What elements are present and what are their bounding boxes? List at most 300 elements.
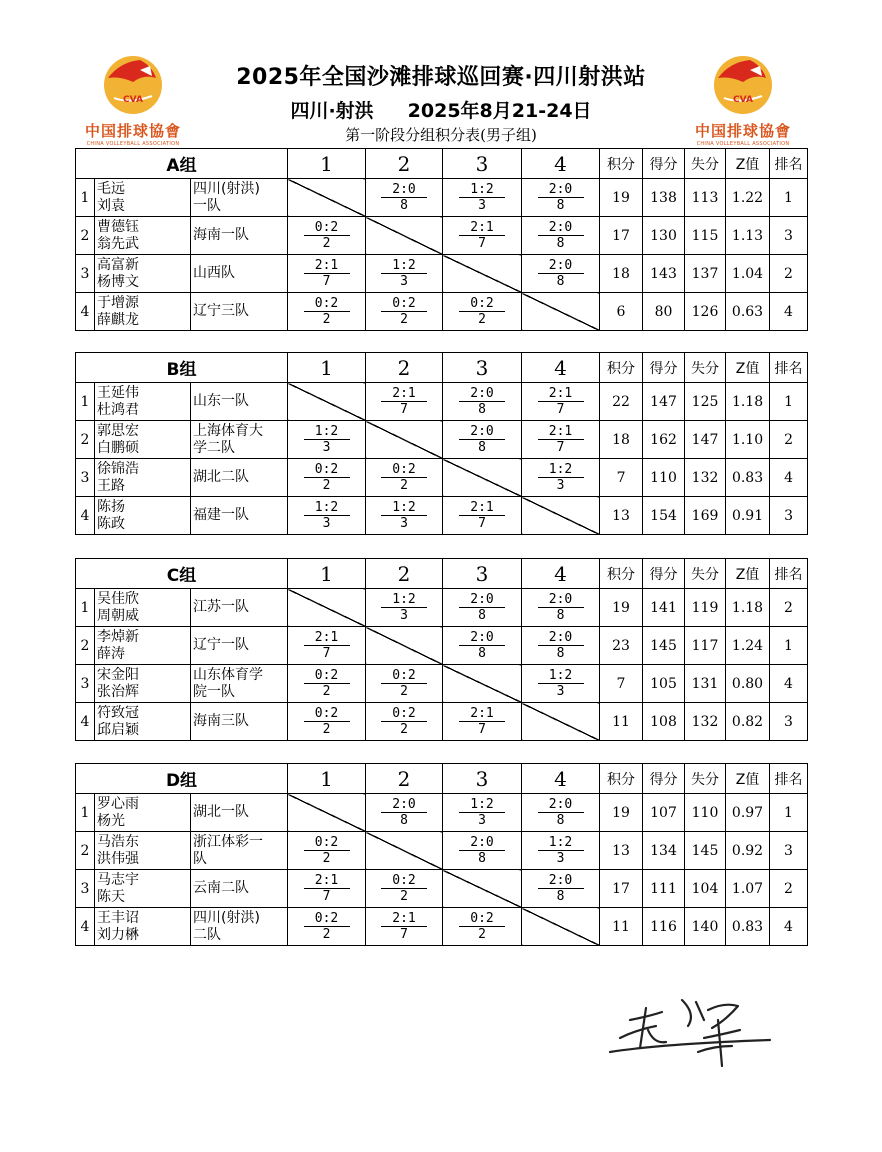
match-points: 8 [556, 889, 565, 904]
lost-value: 140 [685, 908, 726, 946]
table-row [76, 383, 808, 421]
rank-value: 3 [770, 217, 808, 255]
team-name [191, 179, 288, 217]
column-header-rank: 排名 [770, 764, 808, 794]
match-result [288, 835, 365, 866]
self-match-cell [288, 179, 366, 217]
match-points: 8 [478, 608, 486, 623]
team-name [191, 217, 288, 255]
set-score: 1:2 [459, 182, 505, 198]
match-result [288, 706, 365, 737]
set-score: 0:2 [304, 462, 350, 478]
table-row [76, 794, 808, 832]
player-names [95, 217, 191, 255]
match-result [522, 386, 599, 417]
player-1: 徐锦浩 [97, 460, 139, 477]
z-value: 1.24 [726, 627, 770, 665]
match-points: 8 [400, 198, 408, 213]
player-2: 白鹏硕 [97, 439, 139, 456]
match-result [522, 424, 599, 455]
z-value: 0.83 [726, 908, 770, 946]
match-result-cell [522, 459, 600, 497]
match-points: 7 [556, 402, 565, 417]
match-result [522, 258, 599, 289]
match-points: 7 [478, 516, 486, 531]
team-name [191, 794, 288, 832]
self-match-cell [522, 497, 600, 535]
player-1: 于增源 [97, 294, 139, 311]
column-header-opponent: 3 [443, 149, 522, 179]
match-points: 3 [478, 813, 486, 828]
page-title: 2025年全国沙滩排球巡回赛·四川射洪站 [236, 65, 646, 90]
column-header-opponent: 4 [522, 353, 600, 383]
points-value: 18 [600, 421, 643, 459]
player-2: 邱启颖 [97, 721, 139, 738]
column-header-rank: 排名 [770, 353, 808, 383]
match-points: 3 [400, 608, 408, 623]
team-line-1: 云南二队 [193, 880, 249, 896]
player-2: 刘力楙 [97, 926, 139, 943]
match-points: 7 [322, 889, 331, 904]
column-header-points: 积分 [600, 559, 643, 589]
self-match-cell [522, 908, 600, 946]
match-points: 2 [322, 236, 331, 251]
team-line-2: 二队 [193, 926, 221, 943]
points-value: 13 [600, 497, 643, 535]
column-header-scored: 得分 [643, 764, 685, 794]
z-value: 0.63 [726, 293, 770, 331]
match-result-cell [366, 870, 443, 908]
lost-value: 169 [685, 497, 726, 535]
match-points: 2 [400, 889, 408, 904]
match-points: 3 [556, 684, 565, 699]
match-points: 8 [556, 274, 565, 289]
player-names [95, 497, 191, 535]
team-line-1: 四川(射洪) [193, 909, 260, 926]
rank-value: 1 [770, 383, 808, 421]
team-line-2: 院一队 [193, 683, 235, 700]
match-result-cell [443, 217, 522, 255]
team-line-1: 湖北二队 [193, 469, 249, 485]
set-score: 2:0 [538, 873, 584, 889]
match-result [522, 182, 599, 213]
self-match-cell [366, 627, 443, 665]
match-points: 8 [478, 646, 486, 661]
team-name [191, 627, 288, 665]
team-name [191, 589, 288, 627]
z-value: 1.18 [726, 383, 770, 421]
column-header-points: 积分 [600, 149, 643, 179]
set-score: 1:2 [538, 835, 584, 851]
scored-value: 154 [643, 497, 685, 535]
lost-value: 104 [685, 870, 726, 908]
team-name [191, 459, 288, 497]
group-name: A组 [76, 149, 288, 179]
match-points: 7 [478, 722, 486, 737]
self-match-cell [288, 589, 366, 627]
match-result [288, 296, 365, 327]
team-line-1: 辽宁三队 [193, 303, 249, 319]
z-value: 1.04 [726, 255, 770, 293]
match-points: 8 [556, 646, 565, 661]
team-name [191, 908, 288, 946]
column-header-opponent: 2 [366, 149, 443, 179]
match-result-cell [366, 255, 443, 293]
match-points: 8 [556, 198, 565, 213]
match-result [366, 706, 442, 737]
match-result-cell [522, 870, 600, 908]
column-header-opponent: 1 [288, 559, 366, 589]
match-result [366, 911, 442, 942]
match-result-cell [443, 179, 522, 217]
match-points: 2 [322, 312, 331, 327]
row-index: 3 [76, 870, 95, 908]
table-row [76, 293, 808, 331]
match-result [288, 424, 365, 455]
table-row [76, 217, 808, 255]
match-points: 2 [322, 478, 331, 493]
match-points: 7 [322, 646, 331, 661]
self-match-cell [288, 383, 366, 421]
match-points: 2 [322, 722, 331, 737]
column-header-opponent: 3 [443, 559, 522, 589]
column-header-zvalue: Z值 [726, 353, 770, 383]
lost-value: 126 [685, 293, 726, 331]
scored-value: 111 [643, 870, 685, 908]
match-result-cell [522, 383, 600, 421]
row-index: 3 [76, 665, 95, 703]
match-result-cell [522, 627, 600, 665]
match-points: 7 [556, 440, 565, 455]
set-score: 1:2 [459, 797, 505, 813]
match-result [366, 462, 442, 493]
rank-value: 3 [770, 497, 808, 535]
match-result [366, 386, 442, 417]
scored-value: 80 [643, 293, 685, 331]
team-line-2: 队 [193, 850, 207, 867]
match-points: 3 [322, 440, 331, 455]
table-row [76, 497, 808, 535]
team-name [191, 870, 288, 908]
match-result-cell [366, 293, 443, 331]
match-points: 8 [556, 236, 565, 251]
rank-value: 3 [770, 832, 808, 870]
column-header-opponent: 2 [366, 353, 443, 383]
player-1: 符致冠 [97, 704, 139, 721]
player-2: 陈政 [97, 515, 125, 532]
match-points: 8 [478, 851, 486, 866]
table-row [76, 703, 808, 741]
row-index: 3 [76, 459, 95, 497]
scored-value: 147 [643, 383, 685, 421]
match-result-cell [366, 459, 443, 497]
match-result [288, 220, 365, 251]
player-2: 薛涛 [97, 645, 125, 662]
self-match-cell [522, 703, 600, 741]
player-1: 曹德钰 [97, 218, 139, 235]
player-names [95, 870, 191, 908]
row-index: 1 [76, 383, 95, 421]
player-2: 薛麒龙 [97, 311, 139, 328]
match-points: 2 [322, 927, 331, 942]
player-names [95, 179, 191, 217]
rank-value: 1 [770, 179, 808, 217]
row-index: 1 [76, 179, 95, 217]
player-1: 陈扬 [97, 498, 125, 515]
self-match-cell [522, 293, 600, 331]
match-result [288, 873, 365, 904]
player-2: 杜鸿君 [97, 401, 139, 418]
match-points: 3 [556, 478, 565, 493]
rank-value: 1 [770, 794, 808, 832]
lost-value: 110 [685, 794, 726, 832]
match-points: 2 [400, 478, 408, 493]
table-row [76, 421, 808, 459]
team-line-1: 上海体育大 [193, 422, 263, 439]
scored-value: 134 [643, 832, 685, 870]
set-score: 2:0 [538, 797, 584, 813]
player-1: 马浩东 [97, 833, 139, 850]
player-2: 张治辉 [97, 683, 139, 700]
set-score: 2:1 [459, 706, 505, 722]
set-score: 2:1 [459, 500, 505, 516]
row-index: 4 [76, 908, 95, 946]
player-1: 王丰诏 [97, 909, 139, 926]
set-score: 2:0 [538, 220, 584, 236]
points-value: 7 [600, 665, 643, 703]
lost-value: 132 [685, 703, 726, 741]
player-names [95, 459, 191, 497]
lost-value: 113 [685, 179, 726, 217]
set-score: 2:1 [538, 386, 584, 402]
match-result-cell [366, 497, 443, 535]
scored-value: 116 [643, 908, 685, 946]
group-name: B组 [76, 353, 288, 383]
player-2: 周朝威 [97, 607, 139, 624]
match-points: 8 [400, 813, 408, 828]
lost-value: 117 [685, 627, 726, 665]
rank-value: 3 [770, 703, 808, 741]
points-value: 19 [600, 794, 643, 832]
row-index: 2 [76, 421, 95, 459]
player-1: 高富新 [97, 256, 139, 273]
match-points: 3 [400, 274, 408, 289]
z-value: 0.80 [726, 665, 770, 703]
match-result-cell [288, 293, 366, 331]
team-line-1: 辽宁一队 [193, 637, 249, 653]
set-score: 2:0 [538, 258, 584, 274]
scored-value: 130 [643, 217, 685, 255]
match-result [366, 797, 442, 828]
set-score: 0:2 [304, 668, 350, 684]
column-header-lost: 失分 [685, 764, 726, 794]
match-points: 3 [400, 516, 408, 531]
date-text: 2025年8月21-24日 [407, 100, 592, 122]
match-points: 8 [556, 813, 565, 828]
set-score: 0:2 [459, 296, 505, 312]
set-score: 2:1 [459, 220, 505, 236]
match-result [443, 500, 521, 531]
set-score: 0:2 [304, 220, 350, 236]
match-points: 7 [400, 927, 408, 942]
match-result-cell [522, 217, 600, 255]
z-value: 1.07 [726, 870, 770, 908]
scored-value: 145 [643, 627, 685, 665]
match-result [288, 462, 365, 493]
table-row [76, 179, 808, 217]
set-score: 2:1 [381, 911, 427, 927]
match-result-cell [366, 589, 443, 627]
match-result-cell [288, 703, 366, 741]
match-result-cell [288, 217, 366, 255]
player-names [95, 589, 191, 627]
points-value: 6 [600, 293, 643, 331]
team-line-1: 江苏一队 [193, 599, 249, 615]
match-result [522, 630, 599, 661]
column-header-opponent: 1 [288, 764, 366, 794]
column-header-rank: 排名 [770, 559, 808, 589]
logo-subtext: CHINA VOLLEYBALL ASSOCIATION [696, 141, 790, 147]
match-result [443, 706, 521, 737]
set-score: 0:2 [381, 462, 427, 478]
set-score: 2:1 [304, 258, 350, 274]
match-points: 7 [322, 274, 331, 289]
match-points: 3 [556, 851, 565, 866]
set-score: 0:2 [459, 911, 505, 927]
table-row [76, 870, 808, 908]
scored-value: 107 [643, 794, 685, 832]
set-score: 1:2 [538, 462, 584, 478]
player-1: 罗心雨 [97, 795, 139, 812]
row-index: 2 [76, 627, 95, 665]
team-line-1: 福建一队 [193, 507, 249, 523]
table-row [76, 832, 808, 870]
match-result [522, 797, 599, 828]
rank-value: 1 [770, 627, 808, 665]
points-value: 17 [600, 217, 643, 255]
match-result-cell [288, 908, 366, 946]
z-value: 0.97 [726, 794, 770, 832]
row-index: 1 [76, 589, 95, 627]
team-line-2: 学二队 [193, 439, 235, 456]
set-score: 0:2 [304, 835, 350, 851]
player-2: 洪伟强 [97, 850, 139, 867]
team-line-1: 海南三队 [193, 713, 249, 729]
rank-value: 2 [770, 421, 808, 459]
set-score: 1:2 [538, 668, 584, 684]
column-header-scored: 得分 [643, 149, 685, 179]
points-value: 22 [600, 383, 643, 421]
rank-value: 4 [770, 665, 808, 703]
match-result [366, 592, 442, 623]
row-index: 3 [76, 255, 95, 293]
team-name [191, 421, 288, 459]
team-name [191, 703, 288, 741]
column-header-opponent: 3 [443, 764, 522, 794]
player-names [95, 627, 191, 665]
match-result [366, 296, 442, 327]
column-header-zvalue: Z值 [726, 559, 770, 589]
set-score: 0:2 [304, 296, 350, 312]
group-name: D组 [76, 764, 288, 794]
lost-value: 115 [685, 217, 726, 255]
row-index: 4 [76, 703, 95, 741]
set-score: 2:0 [459, 630, 505, 646]
set-score: 2:1 [381, 386, 427, 402]
scored-value: 105 [643, 665, 685, 703]
match-result-cell [522, 421, 600, 459]
z-value: 1.10 [726, 421, 770, 459]
set-score: 2:0 [381, 797, 427, 813]
match-result [443, 220, 521, 251]
match-result-cell [522, 832, 600, 870]
match-result [522, 462, 599, 493]
match-result [443, 296, 521, 327]
z-value: 1.18 [726, 589, 770, 627]
rank-value: 4 [770, 293, 808, 331]
lost-value: 119 [685, 589, 726, 627]
set-score: 0:2 [381, 296, 427, 312]
set-score: 1:2 [304, 500, 350, 516]
logo-subtext: CHINA VOLLEYBALL ASSOCIATION [86, 141, 180, 147]
column-header-points: 积分 [600, 353, 643, 383]
set-score: 0:2 [304, 911, 350, 927]
player-1: 宋金阳 [97, 666, 139, 683]
lost-value: 125 [685, 383, 726, 421]
match-result-cell [443, 908, 522, 946]
match-result [443, 630, 521, 661]
column-header-points: 积分 [600, 764, 643, 794]
player-2: 王路 [97, 477, 125, 494]
location-text: 四川·射洪 [290, 100, 374, 122]
column-header-zvalue: Z值 [726, 764, 770, 794]
column-header-lost: 失分 [685, 559, 726, 589]
set-score: 2:0 [459, 424, 505, 440]
logo-text: 中国排球協會 [694, 122, 791, 140]
match-points: 2 [400, 684, 408, 699]
self-match-cell [288, 794, 366, 832]
row-index: 2 [76, 832, 95, 870]
match-points: 2 [400, 722, 408, 737]
rank-value: 2 [770, 255, 808, 293]
column-header-scored: 得分 [643, 353, 685, 383]
match-result-cell [522, 665, 600, 703]
team-line-1: 浙江体彩一 [193, 833, 263, 850]
player-1: 毛远 [97, 180, 125, 197]
match-result-cell [288, 421, 366, 459]
player-names [95, 908, 191, 946]
player-1: 李焯新 [97, 628, 139, 645]
set-score: 2:0 [459, 835, 505, 851]
table-row [76, 665, 808, 703]
self-match-cell [443, 255, 522, 293]
player-names [95, 703, 191, 741]
z-value: 0.91 [726, 497, 770, 535]
set-score: 2:1 [304, 873, 350, 889]
column-header-opponent: 4 [522, 149, 600, 179]
match-points: 7 [400, 402, 408, 417]
player-2: 杨博文 [97, 273, 139, 290]
match-result-cell [288, 832, 366, 870]
self-match-cell [443, 459, 522, 497]
match-result [366, 258, 442, 289]
player-1: 王延伟 [97, 384, 139, 401]
match-result [443, 424, 521, 455]
points-value: 19 [600, 179, 643, 217]
match-result [366, 500, 442, 531]
rank-value: 2 [770, 870, 808, 908]
player-names [95, 794, 191, 832]
